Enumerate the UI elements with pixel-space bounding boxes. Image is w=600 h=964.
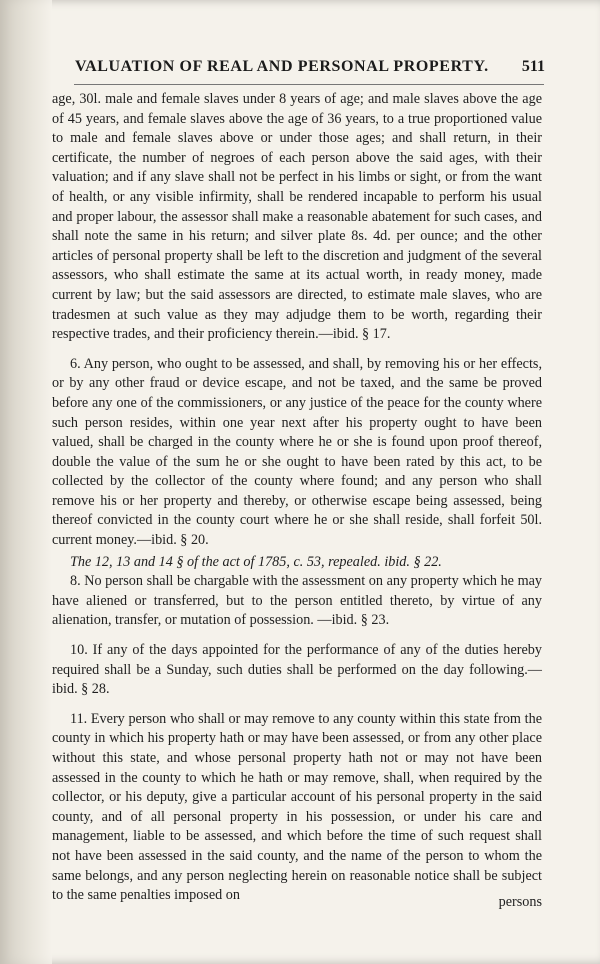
page-body xyxy=(52,90,542,906)
paragraph-section-8: 8. No person shall be chargable with the assessment on any property which he may have aliened or transferred, but to the person entitled thereto, by virtue of any alienation, transfer, or mutation of possession. —ibid. § 23. xyxy=(52,573,542,629)
page-number: 511 xyxy=(521,58,545,75)
header-rule xyxy=(74,84,544,85)
paragraph-continued: age, 30l. male and female slaves under 8 years of age; and male slaves above the age of 45 years, and female slaves above the age of 36 years, to a true proportioned value to male and female slaves above or under those ages; and shall return, in their certificate, the number of negroes of each person above the said ages, with their valuation; and if any slave shall not be perfect in his limbs or sight, or from the want of health, or any visible infirmity, shall be rendered incapable to perform his usual and proper labour, the assessor shall make a reasonable abatement for such cases, and shall note the same in his return; and silver plate 8s. 4d. per ounce; and the other articles of personal property shall be left to the discretion and judgment of the several assessors, who shall estimate the same at its actual worth, in ready money, made current by law; but the said assessors are directed, to estimate male slaves, who are tradesmen at such value as they may adjudge them to be worth, regarding their respective trades, and their proficiency therein.—ibid. § 17. xyxy=(52,91,542,343)
running-head: VALUATION OF REAL AND PERSONAL PROPERTY. xyxy=(75,58,489,75)
paragraph-section-6: 6. Any person, who ought to be assessed, and shall, by removing his or her effects, or by any other fraud or device escape, and not be taxed, and the same be proved before any one of the commissioners, or any justice of the peace for the county where such person resides, within one year next after his property ought to have been valued, shall be charged in the county where he or she is found upon proof thereof, double the value of the sum he or she ought to have been rated by this act, to be collected by the collector of the county where found; and any person who shall remove his or her property and thereby, or otherwise escape being assessed, being thereof convicted in the county court where he or she shall reside, shall forfeit 50l. current money.—ibid. § 20. xyxy=(52,355,542,549)
paragraph-section-11: 11. Every person who shall or may remove to any county within this state from the county in which his property hath or may have been assessed, or from any other place without this state, and whose personal property hath not or may not have been assessed in the county to which he hath or may remove, shall, when required by the collector, or his deputy, give a particular account of his personal property in the said county, and of all personal property in his possession, or under his care and management, liable to be assessed, and which before the time of such request shall not have been assessed in the said county, and the name of the person to whom the same belongs, and any person neglecting herein on reasonable notice shall be subject to the same penalties imposed on xyxy=(52,710,542,904)
page-gutter-shadow xyxy=(0,0,52,964)
page-header xyxy=(75,58,545,82)
repeal-note: The 12, 13 and 14 § of the act of 1785, c. 53, repealed. ibid. § 22. xyxy=(70,553,442,570)
paragraph-section-10: 10. If any of the days appointed for the performance of any of the duties hereby required shall be a Sunday, such duties shall be performed on the day following.—ibid. § 28. xyxy=(52,642,542,698)
catchword: persons xyxy=(498,894,542,910)
